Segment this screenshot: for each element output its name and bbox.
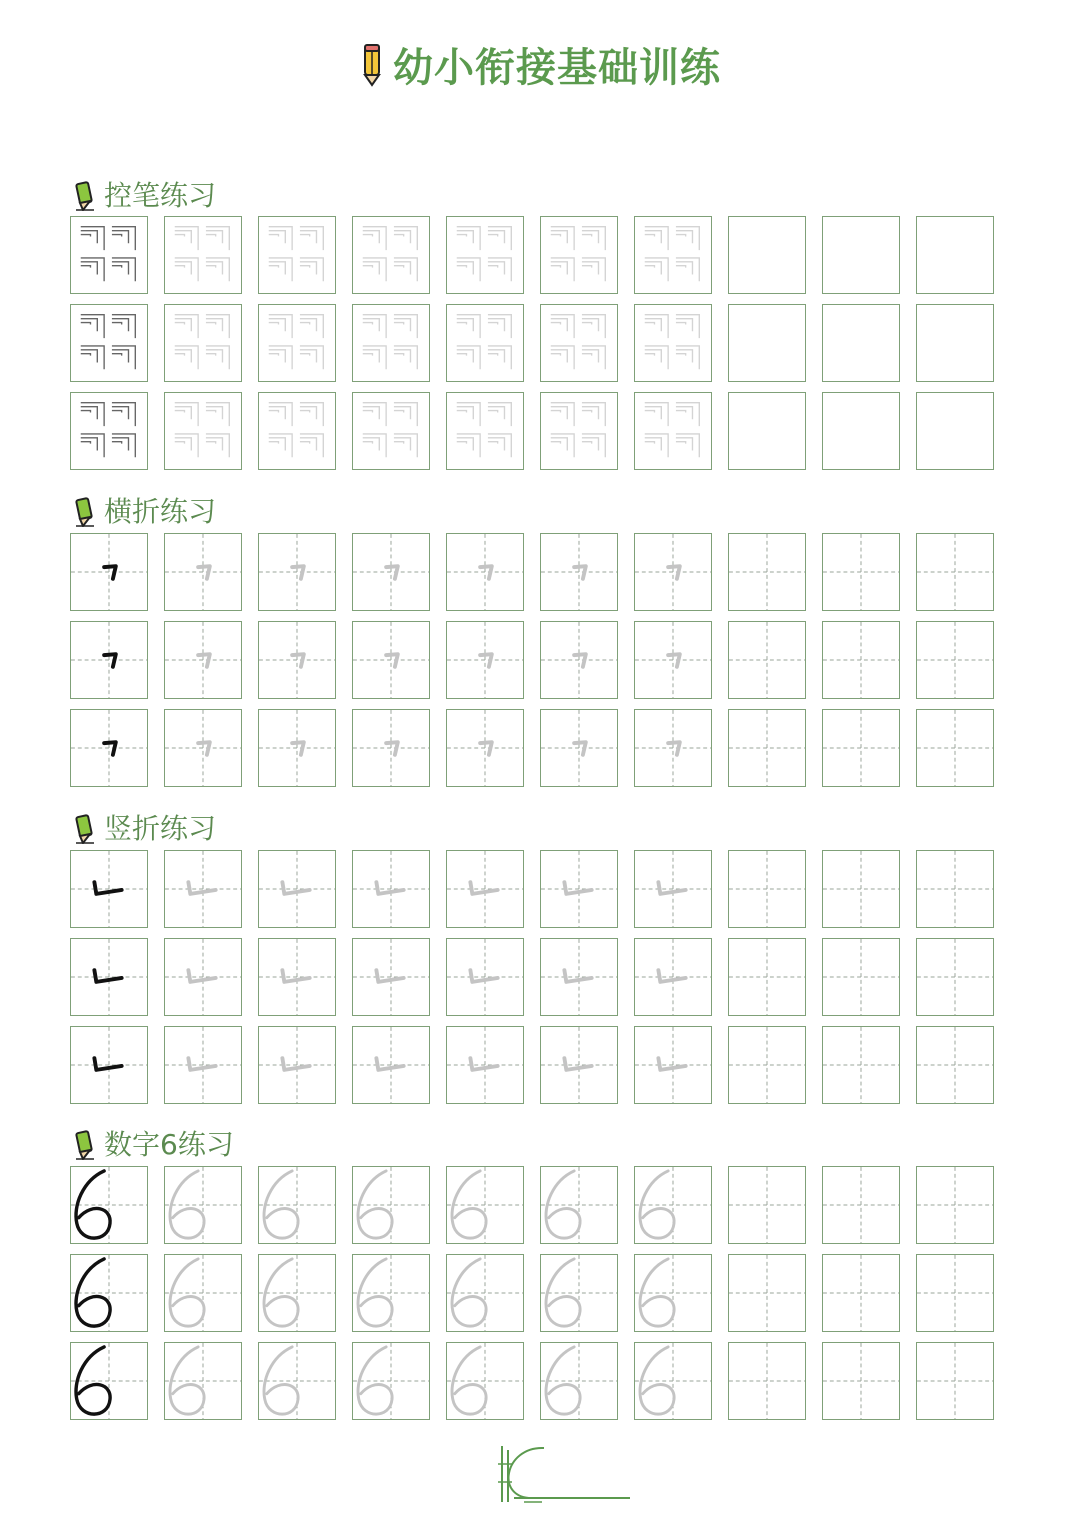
practice-cell[interactable] bbox=[540, 533, 618, 611]
empty-guide bbox=[729, 217, 805, 293]
practice-cell[interactable] bbox=[728, 392, 806, 470]
practice-cell[interactable] bbox=[540, 216, 618, 294]
practice-cell[interactable] bbox=[70, 1342, 148, 1420]
empty-guide bbox=[823, 1255, 899, 1331]
empty-guide bbox=[917, 851, 993, 927]
stroke-guide bbox=[165, 851, 241, 927]
grid-row bbox=[70, 304, 994, 382]
practice-cell[interactable] bbox=[728, 216, 806, 294]
empty-guide bbox=[823, 534, 899, 610]
practice-cell[interactable] bbox=[164, 938, 242, 1016]
empty-guide bbox=[917, 1027, 993, 1103]
stroke-guide bbox=[165, 217, 241, 293]
stroke-guide bbox=[259, 1027, 335, 1103]
section-header-heng-zhe bbox=[74, 490, 216, 530]
empty-guide bbox=[823, 305, 899, 381]
stroke-guide bbox=[259, 710, 335, 786]
practice-cell[interactable] bbox=[634, 216, 712, 294]
practice-cell[interactable] bbox=[258, 1254, 336, 1332]
stroke-guide bbox=[259, 217, 335, 293]
stroke-guide bbox=[541, 1027, 617, 1103]
practice-cell[interactable] bbox=[352, 304, 430, 382]
practice-cell[interactable] bbox=[352, 709, 430, 787]
practice-cell[interactable] bbox=[446, 392, 524, 470]
stroke-guide bbox=[635, 534, 711, 610]
practice-cell[interactable] bbox=[352, 1254, 430, 1332]
stroke-guide bbox=[259, 939, 335, 1015]
practice-cell[interactable] bbox=[728, 304, 806, 382]
practice-cell[interactable] bbox=[446, 1166, 524, 1244]
stroke-guide bbox=[259, 1167, 335, 1243]
stroke-guide bbox=[165, 305, 241, 381]
empty-guide bbox=[917, 939, 993, 1015]
stroke-guide bbox=[165, 1255, 241, 1331]
stroke-guide bbox=[259, 393, 335, 469]
practice-cell[interactable] bbox=[70, 304, 148, 382]
practice-cell[interactable] bbox=[352, 1342, 430, 1420]
empty-guide bbox=[729, 534, 805, 610]
page-header bbox=[0, 36, 1080, 93]
stroke-guide bbox=[447, 1167, 523, 1243]
practice-cell[interactable] bbox=[258, 216, 336, 294]
practice-cell[interactable] bbox=[822, 304, 900, 382]
stroke-guide bbox=[447, 305, 523, 381]
stroke-guide bbox=[71, 393, 147, 469]
stroke-guide bbox=[71, 622, 147, 698]
stroke-guide bbox=[447, 1027, 523, 1103]
practice-cell[interactable] bbox=[634, 1026, 712, 1104]
practice-cell[interactable] bbox=[822, 533, 900, 611]
grid-row bbox=[70, 1254, 994, 1332]
practice-cell[interactable] bbox=[70, 392, 148, 470]
empty-guide bbox=[729, 393, 805, 469]
pencil-icon bbox=[74, 810, 96, 844]
practice-cell[interactable] bbox=[258, 938, 336, 1016]
empty-guide bbox=[729, 939, 805, 1015]
practice-cell[interactable] bbox=[352, 392, 430, 470]
practice-cell[interactable] bbox=[352, 621, 430, 699]
practice-cell[interactable] bbox=[446, 533, 524, 611]
empty-guide bbox=[729, 710, 805, 786]
practice-cell[interactable] bbox=[446, 1026, 524, 1104]
practice-cell[interactable] bbox=[70, 1254, 148, 1332]
stroke-guide bbox=[259, 622, 335, 698]
empty-guide bbox=[729, 1167, 805, 1243]
stroke-guide bbox=[353, 1343, 429, 1419]
grid-row bbox=[70, 1342, 994, 1420]
stroke-guide bbox=[635, 622, 711, 698]
pencil-icon bbox=[359, 43, 387, 87]
stroke-guide bbox=[353, 217, 429, 293]
empty-guide bbox=[823, 1027, 899, 1103]
practice-cell[interactable] bbox=[634, 304, 712, 382]
empty-guide bbox=[917, 534, 993, 610]
stroke-guide bbox=[541, 710, 617, 786]
practice-cell[interactable] bbox=[916, 1342, 994, 1420]
practice-cell[interactable] bbox=[70, 533, 148, 611]
stroke-guide bbox=[71, 1255, 147, 1331]
practice-cell[interactable] bbox=[258, 621, 336, 699]
practice-cell[interactable] bbox=[446, 621, 524, 699]
stroke-guide bbox=[165, 622, 241, 698]
practice-cell[interactable] bbox=[70, 1166, 148, 1244]
empty-guide bbox=[823, 939, 899, 1015]
stroke-guide bbox=[635, 1255, 711, 1331]
stroke-guide bbox=[541, 851, 617, 927]
practice-cell[interactable] bbox=[540, 621, 618, 699]
practice-cell[interactable] bbox=[916, 1026, 994, 1104]
empty-guide bbox=[729, 305, 805, 381]
practice-cell[interactable] bbox=[164, 216, 242, 294]
practice-cell[interactable] bbox=[540, 1254, 618, 1332]
stroke-guide bbox=[635, 217, 711, 293]
stroke-guide bbox=[165, 1343, 241, 1419]
practice-grid-digit-six bbox=[70, 1166, 994, 1430]
practice-cell[interactable] bbox=[258, 392, 336, 470]
section-header-digit-six bbox=[74, 1123, 234, 1163]
practice-cell[interactable] bbox=[822, 709, 900, 787]
practice-cell[interactable] bbox=[164, 1166, 242, 1244]
grid-row bbox=[70, 216, 994, 294]
practice-cell[interactable] bbox=[352, 216, 430, 294]
empty-guide bbox=[917, 1255, 993, 1331]
section-title: 横折练习 bbox=[104, 495, 217, 528]
empty-guide bbox=[917, 710, 993, 786]
stroke-guide bbox=[71, 1343, 147, 1419]
practice-cell[interactable] bbox=[916, 1166, 994, 1244]
practice-cell[interactable] bbox=[916, 621, 994, 699]
practice-cell[interactable] bbox=[634, 621, 712, 699]
empty-guide bbox=[823, 1343, 899, 1419]
stroke-guide bbox=[71, 1167, 147, 1243]
practice-cell[interactable] bbox=[822, 1166, 900, 1244]
practice-cell[interactable] bbox=[540, 392, 618, 470]
empty-guide bbox=[917, 1167, 993, 1243]
stroke-guide bbox=[447, 939, 523, 1015]
empty-guide bbox=[823, 851, 899, 927]
stroke-guide bbox=[259, 1343, 335, 1419]
stroke-guide bbox=[71, 217, 147, 293]
stroke-guide bbox=[353, 939, 429, 1015]
stroke-guide bbox=[635, 1343, 711, 1419]
practice-cell[interactable] bbox=[70, 709, 148, 787]
stroke-guide bbox=[447, 1255, 523, 1331]
empty-guide bbox=[729, 1255, 805, 1331]
empty-guide bbox=[729, 851, 805, 927]
empty-guide bbox=[729, 1343, 805, 1419]
empty-guide bbox=[823, 710, 899, 786]
practice-cell[interactable] bbox=[70, 621, 148, 699]
practice-cell[interactable] bbox=[258, 1342, 336, 1420]
stroke-guide bbox=[259, 305, 335, 381]
stroke-guide bbox=[635, 305, 711, 381]
stroke-guide bbox=[71, 939, 147, 1015]
stroke-guide bbox=[447, 622, 523, 698]
stroke-guide bbox=[165, 1167, 241, 1243]
section-header-pen-control bbox=[74, 174, 216, 214]
stroke-guide bbox=[447, 534, 523, 610]
practice-cell[interactable] bbox=[728, 621, 806, 699]
stroke-guide bbox=[541, 534, 617, 610]
practice-cell[interactable] bbox=[70, 1026, 148, 1104]
practice-cell[interactable] bbox=[352, 850, 430, 928]
practice-cell[interactable] bbox=[352, 1026, 430, 1104]
practice-cell[interactable] bbox=[164, 709, 242, 787]
stroke-guide bbox=[447, 1343, 523, 1419]
section-title: 控笔练习 bbox=[104, 179, 217, 212]
practice-cell[interactable] bbox=[258, 1166, 336, 1244]
grid-row bbox=[70, 392, 994, 470]
practice-cell[interactable] bbox=[164, 1342, 242, 1420]
practice-cell[interactable] bbox=[540, 938, 618, 1016]
grid-row bbox=[70, 621, 994, 699]
practice-cell[interactable] bbox=[916, 1254, 994, 1332]
practice-cell[interactable] bbox=[634, 1166, 712, 1244]
practice-grid-heng-zhe bbox=[70, 533, 994, 797]
stroke-guide bbox=[165, 1027, 241, 1103]
practice-cell[interactable] bbox=[634, 709, 712, 787]
practice-cell[interactable] bbox=[164, 304, 242, 382]
practice-cell[interactable] bbox=[446, 709, 524, 787]
stroke-guide bbox=[353, 1255, 429, 1331]
practice-grid-shu-zhe bbox=[70, 850, 994, 1114]
stroke-guide bbox=[353, 305, 429, 381]
practice-cell[interactable] bbox=[446, 216, 524, 294]
practice-grid-pen-control bbox=[70, 216, 994, 480]
practice-cell[interactable] bbox=[822, 1254, 900, 1332]
pencil-icon bbox=[74, 493, 96, 527]
stroke-guide bbox=[447, 393, 523, 469]
section-title: 数字6练习 bbox=[104, 1128, 234, 1161]
stroke-guide bbox=[541, 1343, 617, 1419]
bamboo-deco-icon bbox=[484, 1440, 634, 1510]
practice-cell[interactable] bbox=[446, 850, 524, 928]
stroke-guide bbox=[353, 622, 429, 698]
practice-cell[interactable] bbox=[916, 938, 994, 1016]
section-header-shu-zhe bbox=[74, 807, 216, 847]
stroke-guide bbox=[259, 534, 335, 610]
stroke-guide bbox=[259, 851, 335, 927]
practice-cell[interactable] bbox=[540, 304, 618, 382]
stroke-guide bbox=[635, 710, 711, 786]
stroke-guide bbox=[541, 939, 617, 1015]
stroke-guide bbox=[447, 217, 523, 293]
practice-cell[interactable] bbox=[822, 1026, 900, 1104]
practice-cell[interactable] bbox=[540, 850, 618, 928]
practice-cell[interactable] bbox=[352, 533, 430, 611]
practice-cell[interactable] bbox=[728, 1254, 806, 1332]
stroke-guide bbox=[71, 534, 147, 610]
stroke-guide bbox=[165, 393, 241, 469]
practice-cell[interactable] bbox=[634, 850, 712, 928]
stroke-guide bbox=[165, 710, 241, 786]
stroke-guide bbox=[353, 710, 429, 786]
practice-cell[interactable] bbox=[634, 533, 712, 611]
stroke-guide bbox=[635, 939, 711, 1015]
grid-row bbox=[70, 850, 994, 928]
grid-row bbox=[70, 1166, 994, 1244]
stroke-guide bbox=[541, 1255, 617, 1331]
stroke-guide bbox=[71, 710, 147, 786]
practice-cell[interactable] bbox=[258, 709, 336, 787]
pencil-icon bbox=[74, 1126, 96, 1160]
practice-cell[interactable] bbox=[352, 938, 430, 1016]
practice-cell[interactable] bbox=[728, 938, 806, 1016]
practice-cell[interactable] bbox=[540, 709, 618, 787]
stroke-guide bbox=[447, 710, 523, 786]
stroke-guide bbox=[635, 393, 711, 469]
practice-cell[interactable] bbox=[70, 216, 148, 294]
practice-cell[interactable] bbox=[634, 938, 712, 1016]
stroke-guide bbox=[353, 851, 429, 927]
practice-cell[interactable] bbox=[446, 938, 524, 1016]
practice-cell[interactable] bbox=[728, 1026, 806, 1104]
grid-row bbox=[70, 938, 994, 1016]
empty-guide bbox=[917, 217, 993, 293]
practice-cell[interactable] bbox=[634, 1254, 712, 1332]
practice-cell[interactable] bbox=[70, 938, 148, 1016]
section-title: 竖折练习 bbox=[104, 812, 217, 845]
pencil-icon bbox=[74, 177, 96, 211]
practice-cell[interactable] bbox=[916, 216, 994, 294]
grid-row bbox=[70, 1026, 994, 1104]
empty-guide bbox=[917, 393, 993, 469]
stroke-guide bbox=[541, 1167, 617, 1243]
practice-cell[interactable] bbox=[634, 1342, 712, 1420]
stroke-guide bbox=[165, 939, 241, 1015]
practice-cell[interactable] bbox=[164, 533, 242, 611]
empty-guide bbox=[917, 305, 993, 381]
practice-cell[interactable] bbox=[728, 1166, 806, 1244]
practice-cell[interactable] bbox=[258, 304, 336, 382]
stroke-guide bbox=[165, 534, 241, 610]
empty-guide bbox=[823, 622, 899, 698]
empty-guide bbox=[823, 393, 899, 469]
practice-cell[interactable] bbox=[916, 304, 994, 382]
practice-cell[interactable] bbox=[916, 392, 994, 470]
stroke-guide bbox=[71, 305, 147, 381]
practice-cell[interactable] bbox=[164, 1254, 242, 1332]
stroke-guide bbox=[71, 1027, 147, 1103]
empty-guide bbox=[823, 1167, 899, 1243]
stroke-guide bbox=[353, 534, 429, 610]
practice-cell[interactable] bbox=[916, 533, 994, 611]
practice-cell[interactable] bbox=[352, 1166, 430, 1244]
stroke-guide bbox=[353, 1027, 429, 1103]
grid-row bbox=[70, 709, 994, 787]
practice-cell[interactable] bbox=[70, 850, 148, 928]
grid-row bbox=[70, 533, 994, 611]
practice-cell[interactable] bbox=[446, 1254, 524, 1332]
practice-cell[interactable] bbox=[164, 1026, 242, 1104]
practice-cell[interactable] bbox=[916, 709, 994, 787]
stroke-guide bbox=[71, 851, 147, 927]
practice-cell[interactable] bbox=[822, 621, 900, 699]
practice-cell[interactable] bbox=[446, 304, 524, 382]
practice-cell[interactable] bbox=[728, 850, 806, 928]
practice-cell[interactable] bbox=[540, 1166, 618, 1244]
stroke-guide bbox=[353, 1167, 429, 1243]
stroke-guide bbox=[447, 851, 523, 927]
stroke-guide bbox=[541, 393, 617, 469]
practice-cell[interactable] bbox=[822, 216, 900, 294]
practice-cell[interactable] bbox=[164, 850, 242, 928]
practice-cell[interactable] bbox=[540, 1342, 618, 1420]
empty-guide bbox=[729, 622, 805, 698]
stroke-guide bbox=[353, 393, 429, 469]
practice-cell[interactable] bbox=[164, 392, 242, 470]
practice-cell[interactable] bbox=[822, 938, 900, 1016]
practice-cell[interactable] bbox=[258, 850, 336, 928]
practice-cell[interactable] bbox=[916, 850, 994, 928]
practice-cell[interactable] bbox=[822, 392, 900, 470]
practice-cell[interactable] bbox=[822, 1342, 900, 1420]
stroke-guide bbox=[635, 1167, 711, 1243]
empty-guide bbox=[823, 217, 899, 293]
practice-cell[interactable] bbox=[728, 709, 806, 787]
stroke-guide bbox=[541, 622, 617, 698]
stroke-guide bbox=[541, 217, 617, 293]
practice-cell[interactable] bbox=[540, 1026, 618, 1104]
stroke-guide bbox=[259, 1255, 335, 1331]
footer-decoration bbox=[484, 1440, 634, 1514]
stroke-guide bbox=[541, 305, 617, 381]
stroke-guide bbox=[635, 851, 711, 927]
practice-cell[interactable] bbox=[258, 1026, 336, 1104]
stroke-guide bbox=[635, 1027, 711, 1103]
practice-cell[interactable] bbox=[728, 533, 806, 611]
practice-cell[interactable] bbox=[164, 621, 242, 699]
practice-cell[interactable] bbox=[728, 1342, 806, 1420]
page-title: 幼小衔接基础训练 bbox=[393, 45, 721, 91]
empty-guide bbox=[917, 1343, 993, 1419]
empty-guide bbox=[917, 622, 993, 698]
practice-cell[interactable] bbox=[446, 1342, 524, 1420]
practice-cell[interactable] bbox=[258, 533, 336, 611]
empty-guide bbox=[729, 1027, 805, 1103]
practice-cell[interactable] bbox=[634, 392, 712, 470]
practice-cell[interactable] bbox=[822, 850, 900, 928]
